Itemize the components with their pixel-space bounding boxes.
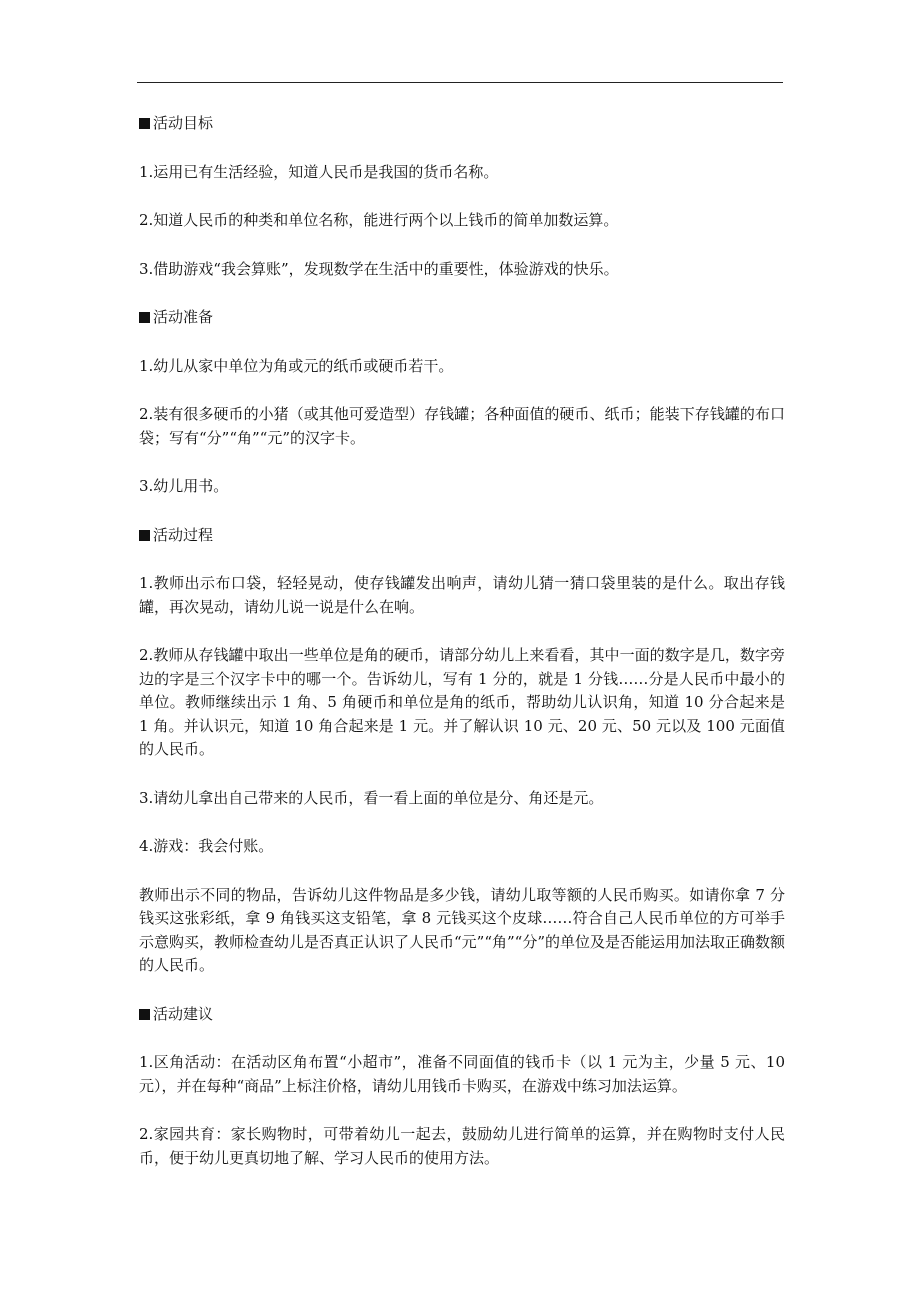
section-heading bbox=[139, 112, 785, 136]
paragraph: 1.幼儿从家中单位为角或元的纸币或硬币若干。 bbox=[139, 356, 454, 375]
paragraph: 4.游戏：我会付账。 bbox=[139, 837, 274, 855]
paragraph: 1.教师出示布口袋，轻轻晃动，使存钱罐发出响声，请幼儿猜一猜口袋里装的是什么。取出存钱罐，再次晃动，请幼儿说一说是什么在响。 bbox=[139, 574, 785, 616]
paragraph: 3.幼儿用书。 bbox=[139, 477, 229, 495]
paragraph: 3.请幼儿拿出自己带来的人民币，看一看上面的单位是分、角还是元。 bbox=[139, 788, 604, 807]
black-square-icon bbox=[139, 530, 150, 541]
black-square-icon bbox=[139, 118, 150, 129]
section-heading bbox=[139, 1003, 785, 1027]
paragraph: 2.家园共育：家长购物时，可带着幼儿一起去，鼓励幼儿进行简单的运算，并在购物时支付人民币，便于幼儿更真切地了解、学习人民币的使用方法。 bbox=[139, 1125, 785, 1167]
section-heading-text: 活动建议 bbox=[153, 1004, 214, 1023]
section-heading-text: 活动准备 bbox=[153, 308, 214, 326]
paragraph: 2.教师从存钱罐中取出一些单位是角的硬币，请部分幼儿上来看看，其中一面的数字是几，数字旁边的字是三个汉字卡中的哪一个。告诉幼儿，写有 1 分的，就是 1 分钱……分是人民币中最小的单位。教师继续出示 1 角、5 角硬币和单位是角的纸币，帮助幼儿认识角，知道 10 分合起来是 1 角。并认识元，知道 10 角合起来是 1 元。并了解认识 10 元、20 元、50 元以及 100 元面值的人民币。 bbox=[139, 646, 785, 758]
section-heading-text: 活动过程 bbox=[153, 525, 214, 544]
paragraph: 1.运用已有生活经验，知道人民币是我国的货币名称。 bbox=[139, 162, 499, 181]
paragraph: 教师出示不同的物品，告诉幼儿这件物品是多少钱，请幼儿取等额的人民币购买。如请你拿 7 分钱买这张彩纸，拿 9 角钱买这支铅笔，拿 8 元钱买这个皮球……符合自己人民币单位的方可举手示意购买，教师检查幼儿是否真正认识了人民币“元”“角”“分”的单位及是否能运用加法取正确数额的人民币。 bbox=[139, 885, 786, 974]
black-square-icon bbox=[139, 312, 150, 323]
section-heading-text: 活动目标 bbox=[153, 114, 214, 132]
document-body bbox=[139, 112, 785, 1195]
section-heading bbox=[139, 524, 785, 548]
paragraph: 3.借助游戏“我会算账”，发现数学在生活中的重要性，体验游戏的快乐。 bbox=[139, 259, 619, 278]
paragraph: 2.装有很多硬币的小猪（或其他可爱造型）存钱罐；各种面值的硬币、纸币；能装下存钱罐的布口袋；写有“分”“角”“元”的汉字卡。 bbox=[139, 405, 785, 447]
paragraph: 1.区角活动：在活动区角布置“小超市”，准备不同面值的钱币卡（以 1 元为主，少量 5 元、10 元），并在每种“商品”上标注价格，请幼儿用钱币卡购买，在游戏中练习加法运算。 bbox=[139, 1053, 785, 1095]
header-rule bbox=[137, 82, 783, 83]
black-square-icon bbox=[139, 1009, 150, 1020]
section-heading bbox=[139, 306, 785, 330]
paragraph: 2.知道人民币的种类和单位名称，能进行两个以上钱币的简单加数运算。 bbox=[139, 211, 619, 229]
